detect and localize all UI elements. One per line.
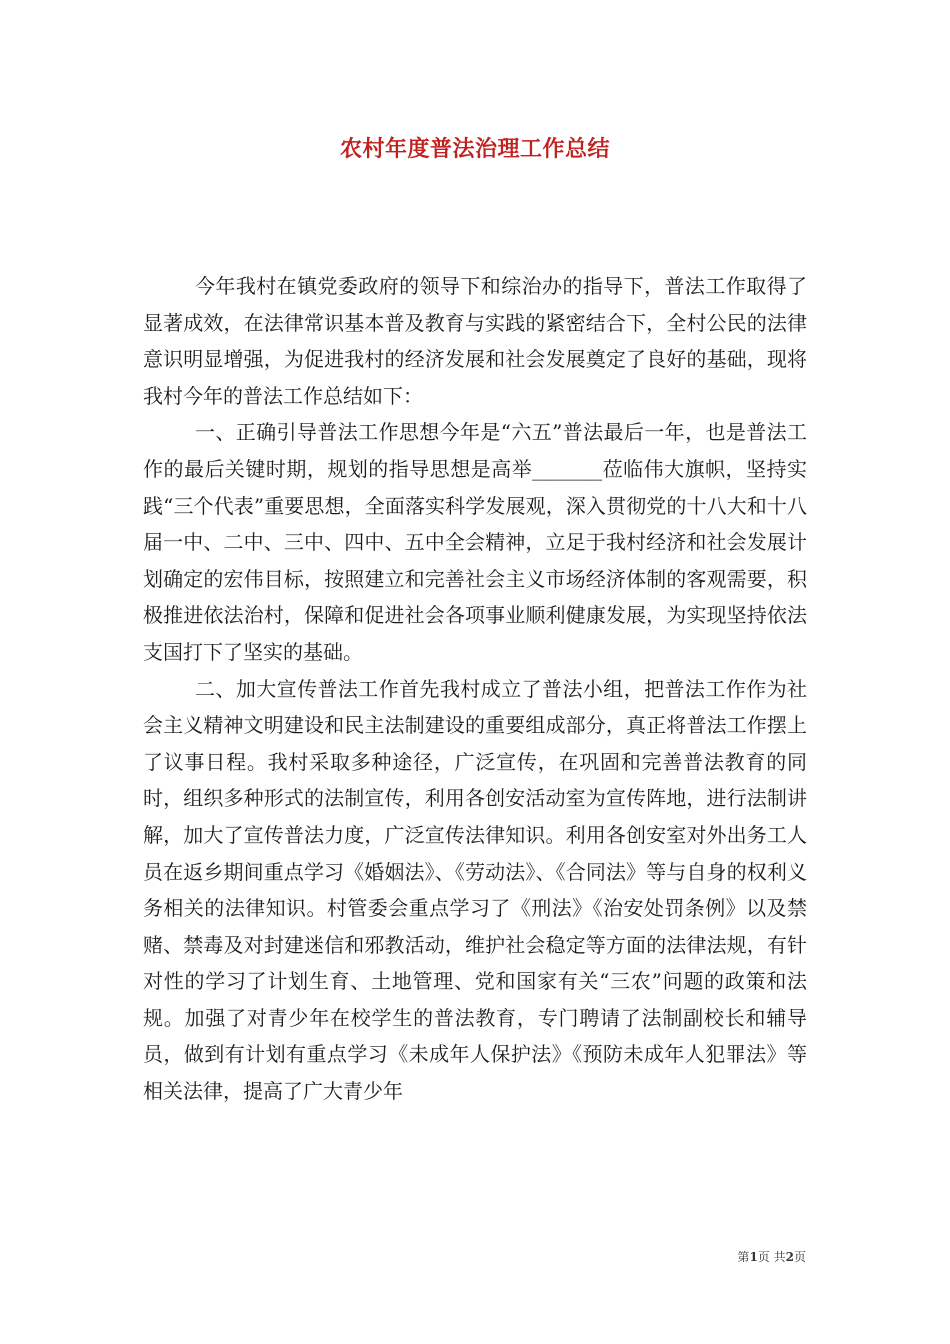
page-number-footer [737, 1249, 806, 1265]
paragraph-intro: 今年我村在镇党委政府的领导下和综治办的指导下，普法工作取得了显著成效，在法律常识基本普及教育与实践的紧密结合下，全村公民的法律意识明显增强，为促进我村的经济发展和社会发展奠定了良好的基础，现将我村今年的普法工作总结如下： [143, 274, 807, 408]
footer-suffix: 页 [793, 1250, 806, 1264]
paragraph-section-one: 一、正确引导普法工作思想今年是“六五”普法最后一年，也是普法工作的最后关键时期，规划的指导思想是高举_______莅临伟大旗帜，坚持实践“三个代表”重要思想，全面落实科学发展观，深入贯彻党的十八大和十八届一中、二中、三中、四中、五中全会精神，立足于我村经济和社会发展计划确定的宏伟目标，按照建立和完善社会主义市场经济体制的客观需要，积极推进依法治村，保障和促进社会各项事业顺利健康发展，为实现坚持依法支国打下了坚实的基础。 [143, 420, 807, 664]
footer-prefix: 第 [737, 1250, 750, 1264]
footer-middle: 页 共 [757, 1250, 786, 1264]
footer-total-pages: 2 [785, 1250, 794, 1264]
paragraph-section-two: 二、加大宣传普法工作首先我村成立了普法小组，把普法工作作为社会主义精神文明建设和民主法制建设的重要组成部分，真正将普法工作摆上了议事日程。我村采取多种途径，广泛宣传，在巩固和完善普法教育的同时，组织多种形式的法制宣传，利用各创安活动室为宣传阵地，进行法制讲解，加大了宣传普法力度，广泛宣传法律知识。利用各创安室对外出务工人员在返乡期间重点学习《婚姻法》、《劳动法》、《合同法》等与自身的权利义务相关的法律知识。村管委会重点学习了《刑法》《治安处罚条例》以及禁赌、禁毒及对封建迷信和邪教活动，维护社会稳定等方面的法律法规，有针对性的学习了计划生育、土地管理、党和国家有关“三农”问题的政策和法规。加强了对青少年在校学生的普法教育，专门聘请了法制副校长和辅导员，做到有计划有重点学习《未成年人保护法》《预防未成年人犯罪法》等相关法律，提高了广大青少年 [143, 676, 807, 1104]
document-title: 农村年度普法治理工作总结 [339, 136, 610, 162]
document-body [143, 268, 807, 1110]
footer-current-page: 1 [749, 1250, 758, 1264]
